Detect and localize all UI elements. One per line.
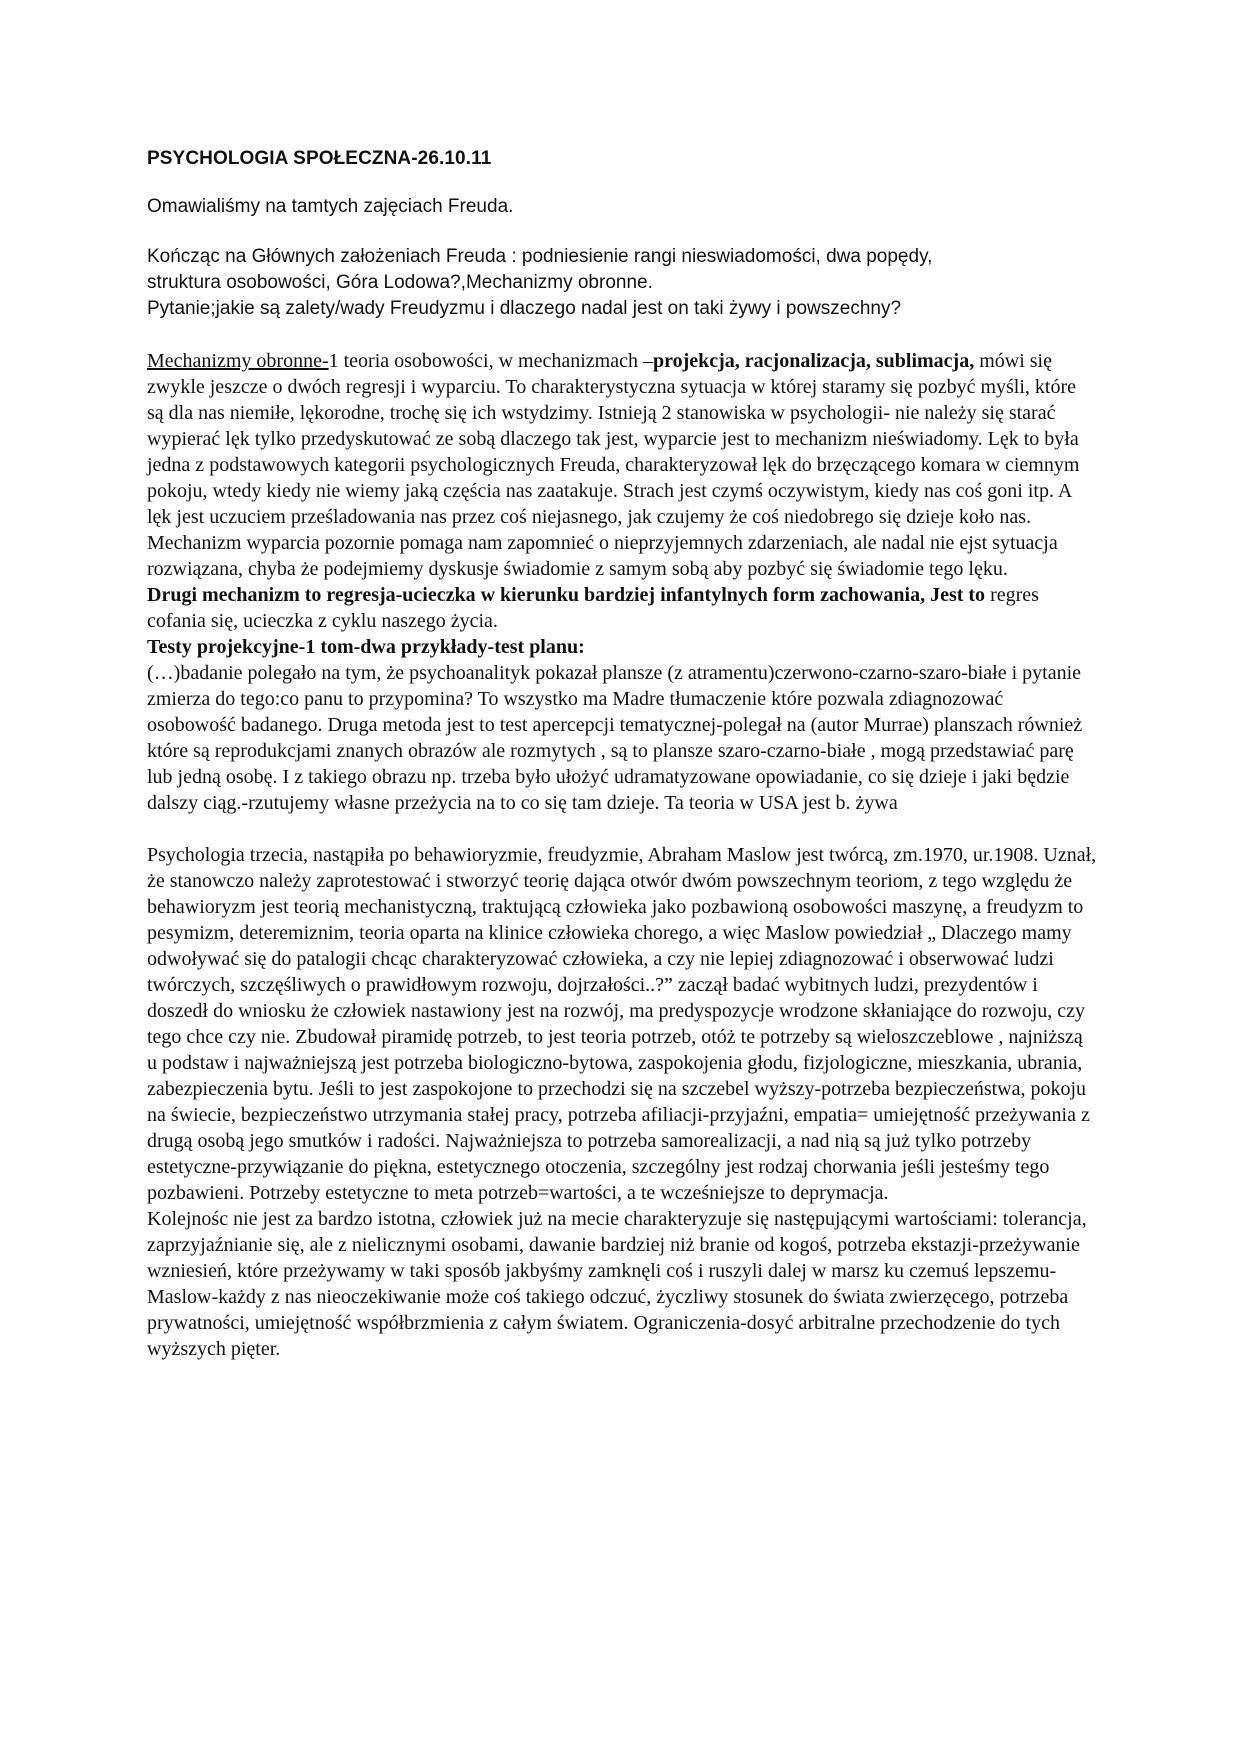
paragraph-values: Kolejnośc nie jest za bardzo istotna, człowiek już na mecie charakteryzuje się następującymi wartościami: tolerancja, zaprzyjaźnianie się, ale z nielicznymi osobami, dawanie bardziej niż branie od kogoś, potrzeba ekstazji-przeżywanie wzniesień, które przeżywamy w taki sposób jakbyśmy zamknęli coś i ruszyli dalej w marsz ku czemuś lepszemu-Maslow-każdy z nas nieoczekiwanie może coś takiego odczuć, życzliwy stosunek do świata zwierzęcego, potrzeba prywatności, umiejętność współbrzmienia z całym światem. Ograniczenia-dosyć arbitralne przechodzenie do tych wyższych pięter. — [147, 1208, 1087, 1360]
summary-line-1: Kończąc na Głównych założeniach Freuda : podniesienie rangi nieswiadomości, dwa popędy, — [147, 246, 933, 267]
paragraph-projective-tests — [147, 634, 1097, 816]
paragraph-text: regres cofania się, ucieczka z cyklu naszego życia. — [147, 584, 1039, 632]
summary-block — [147, 244, 1097, 322]
term-defense-mechanisms: Mechanizmy obronne- — [147, 350, 329, 372]
mechanisms-list: projekcja, racjonalizacja, sublimacja, — [652, 350, 975, 372]
summary-line-3: Pytanie;jakie są zalety/wady Freudyzmu i dlaczego nadal jest on taki żywy i powszechny? — [147, 298, 902, 319]
paragraph-text: (…)badanie polegało na tym, że psychoanalityk pokazał plansze (z atramentu)czerwono-czarno-szaro-białe i pytanie zmierza do tego:co panu to przypomina? To wszystko ma Madre tłumaczenie które pozwala zdiagnozować osobowość badanego. Druga metoda jest to test apercepcji tematycznej-polegał na (autor Murrae) planszach również które są reprodukcjami znanych obrazów ale rozmytych , są to plansze szaro-czarno-białe , mogą przedstawiać parę lub jedną osobę. I z takiego obrazu np. trzeba było ułożyć udramatyzowane opowiadanie, co się dzieje i jaki będzie dalszy ciąg.-rzutujemy własne przeżycia na to co się tam dzieje. Ta teoria w USA jest b. żywa — [147, 662, 1083, 814]
document-title: PSYCHOLOGIA SPOŁECZNA-26.10.11 — [147, 148, 492, 169]
paragraph-lead: 1 teoria osobowości, w mechanizmach – — [328, 350, 653, 372]
summary-line-2: struktura osobowości, Góra Lodowa?,Mechanizmy obronne. — [147, 272, 653, 293]
document-body — [147, 348, 1097, 1362]
projective-tests-heading: Testy projekcyjne-1 tom-dwa przykłady-test planu: — [147, 636, 585, 658]
paragraph-regression — [147, 582, 1097, 634]
paragraph-defense-mechanisms — [147, 348, 1097, 582]
document-content — [147, 148, 1097, 1362]
paragraph-gap — [147, 816, 1097, 842]
paragraph-maslow: Psychologia trzecia, nastąpiła po behawioryzmie, freudyzmie, Abraham Maslow jest twórcą, zm.1970, ur.1908. Uznał, że stanowczo należy zaprotestować i stworzyć teorię dająca otwór dwóm powszechnym teoriom, z tego względu że behawioryzm jest teorią mechanistyczną, traktującą człowieka jako pozbawioną osobowości maszynę, a freudyzm to pesymizm, deteremiznim, teoria oparta na klinice człowieka chorego, a więc Maslow powiedział „ Dlaczego mamy odwoływać się do patalogii chcąc charakteryzować człowieka, a czy nie lepiej zdiagnozować i obserwować ludzi twórczych, szczęśliwych o prawidłowym rozwoju, dojrzałości..?” zaczął badać wybitnych ludzi, prezydentów i doszedł do wniosku że człowiek nastawiony jest na rozwój, ma predyspozycje wrodzone skłaniające do rozwoju, czy tego chce czy nie. Zbudował piramidę potrzeb, to jest teoria potrzeb, otóż te potrzeby są wieloszczeblowe , najniższą u podstaw i najważniejszą jest potrzeba biologiczno-bytowa, zaspokojenia głodu, fizjologiczne, mieszkania, ubrania, zabezpieczenia bytu. Jeśli to jest zaspokojone to przechodzi się na szczebel wyższy-potrzeba bezpieczeństwa, pokoju na świecie, bezpieczeństwo utrzymania stałej pracy, potrzeba afiliacji-przyjaźni, empatia= umiejętność przeżywania z drugą osobą jego smutków i radości. Najważniejsza to potrzeba samorealizacji, a nad nią są już tylko potrzeby estetyczne-przywiązanie do piękna, estetycznego otoczenia, szczególny jest rodzaj chorwania jeśli jesteśmy tego pozbawieni. Potrzeby estetyczne to meta potrzeb=wartości, a te wcześniejsze to deprymacja. — [147, 844, 1097, 1204]
intro-line: Omawialiśmy na tamtych zajęciach Freuda. — [147, 196, 514, 217]
paragraph-text: mówi się zwykle jeszcze o dwóch regresji i wyparciu. To charakterystyczna sytuacja w której staramy się pozbyć myśli, które są dla nas niemiłe, lękorodne, trochę się ich wstydzimy. Istnieją 2 stanowiska w psychologii- nie należy się starać wypierać lęk tylko przedyskutować ze sobą dlaczego tak jest, wyparcie jest to mechanizm nieświadomy. Lęk to była jedna z podstawowych kategorii psychologicznych Freuda, charakteryzował lęk do brzęczącego komara w ciemnym pokoju, wtedy kiedy nie wiemy jaką częścia nas zaatakuje. Strach jest czymś oczywistym, kiedy nas coś goni itp. A lęk jest uczuciem prześladowania nas przez coś niejasnego, jak czujemy że coś niedobrego się dzieje koło nas. Mechanizm wyparcia pozornie pomaga nam zapomnieć o nieprzyjemnych zdarzeniach, ale nadal nie ejst sytuacja rozwiązana, chyba że podejmiemy dyskusje świadomie z samym sobą aby pozbyć się świadomie tego lęku. — [147, 350, 1080, 580]
regression-heading: Drugi mechanizm to regresja-ucieczka w kierunku bardziej infantylnych form zachowania, Jest to — [147, 584, 986, 606]
